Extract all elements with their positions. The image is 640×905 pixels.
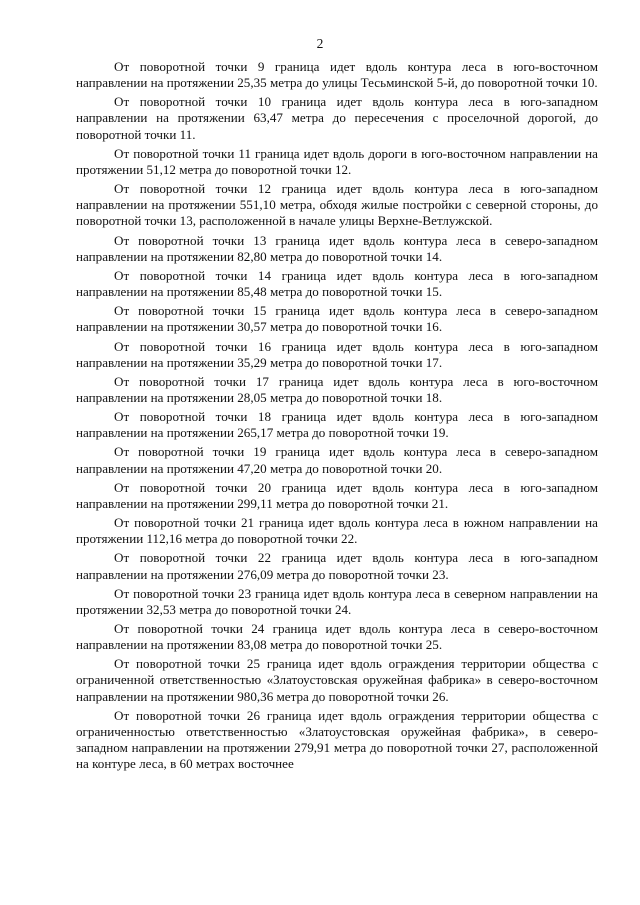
paragraph: От поворотной точки 22 граница идет вдоль контура леса в юго-западном направлении на протяжении 276,09 метра до поворотной точки 23.	[76, 550, 598, 582]
paragraph: От поворотной точки 23 граница идет вдоль контура леса в северном направлении на протяжении 32,53 метра до поворотной точки 24.	[76, 585, 598, 617]
paragraph: От поворотной точки 19 граница идет вдоль контура леса в северо-западном направлении на протяжении 47,20 метра до поворотной точки 20.	[76, 444, 598, 476]
paragraph: От поворотной точки 15 граница идет вдоль контура леса в северо-западном направлении на протяжении 30,57 метра до поворотной точки 16.	[76, 303, 598, 335]
paragraph: От поворотной точки 20 граница идет вдоль контура леса в юго-западном направлении на протяжении 299,11 метра до поворотной точки 21.	[76, 479, 598, 511]
paragraph: От поворотной точки 21 граница идет вдоль контура леса в южном направлении на протяжении 112,16 метра до поворотной точки 22.	[76, 515, 598, 547]
paragraph: От поворотной точки 18 граница идет вдоль контура леса в юго-западном направлении на протяжении 265,17 метра до поворотной точки 19.	[76, 409, 598, 441]
paragraph: От поворотной точки 26 граница идет вдоль ограждения территории общества с ограниченностью ответственностью «Златоустовская оружейная фабрика», в северо-западном направлении на протяжении 279,91 метра до поворотной точки 27, расположенной на контуре леса, в 60 метрах восточнее	[76, 707, 598, 772]
paragraph: От поворотной точки 10 граница идет вдоль контура леса в юго-западном направлении на протяжении 63,47 метра до пересечения с проселочной дорогой, до поворотной точки 11.	[76, 94, 598, 142]
paragraph: От поворотной точки 12 граница идет вдоль контура леса в юго-западном направлении на протяжении 551,10 метра, обходя жилые постройки с северной стороны, до поворотной точки 13, расположенной в начале улицы Верхне-Ветлужской.	[76, 181, 598, 229]
paragraph: От поворотной точки 25 граница идет вдоль ограждения территории общества с ограниченной ответственностью «Златоустовская оружейная фабрика» в северо-восточном направлении на протяжении 980,36 метра до поворотной точки 26.	[76, 656, 598, 704]
paragraph: От поворотной точки 11 граница идет вдоль дороги в юго-восточном направлении на протяжении 51,12 метра до поворотной точки 12.	[76, 145, 598, 177]
paragraph: От поворотной точки 24 граница идет вдоль контура леса в северо-восточном направлении на протяжении 83,08 метра до поворотной точки 25.	[76, 621, 598, 653]
paragraph: От поворотной точки 14 граница идет вдоль контура леса в юго-западном направлении на протяжении 85,48 метра до поворотной точки 15.	[76, 267, 598, 300]
paragraph: От поворотной точки 9 граница идет вдоль контура леса в юго-восточном направлении на протяжении 25,35 метра до улицы Тесьминской 5-й, до поворотной точки 10.	[76, 59, 598, 91]
document-body	[76, 59, 598, 775]
page-number: 2	[316, 36, 324, 51]
paragraph: От поворотной точки 13 граница идет вдоль контура леса в северо-западном направлении на протяжении 82,80 метра до поворотной точки 14.	[76, 232, 598, 264]
paragraph: От поворотной точки 17 граница идет вдоль контура леса в юго-восточном направлении на протяжении 28,05 метра до поворотной точки 18.	[76, 373, 598, 405]
paragraph: От поворотной точки 16 граница идет вдоль контура леса в юго-западном направлении на протяжении 35,29 метра до поворотной точки 17.	[76, 338, 598, 370]
